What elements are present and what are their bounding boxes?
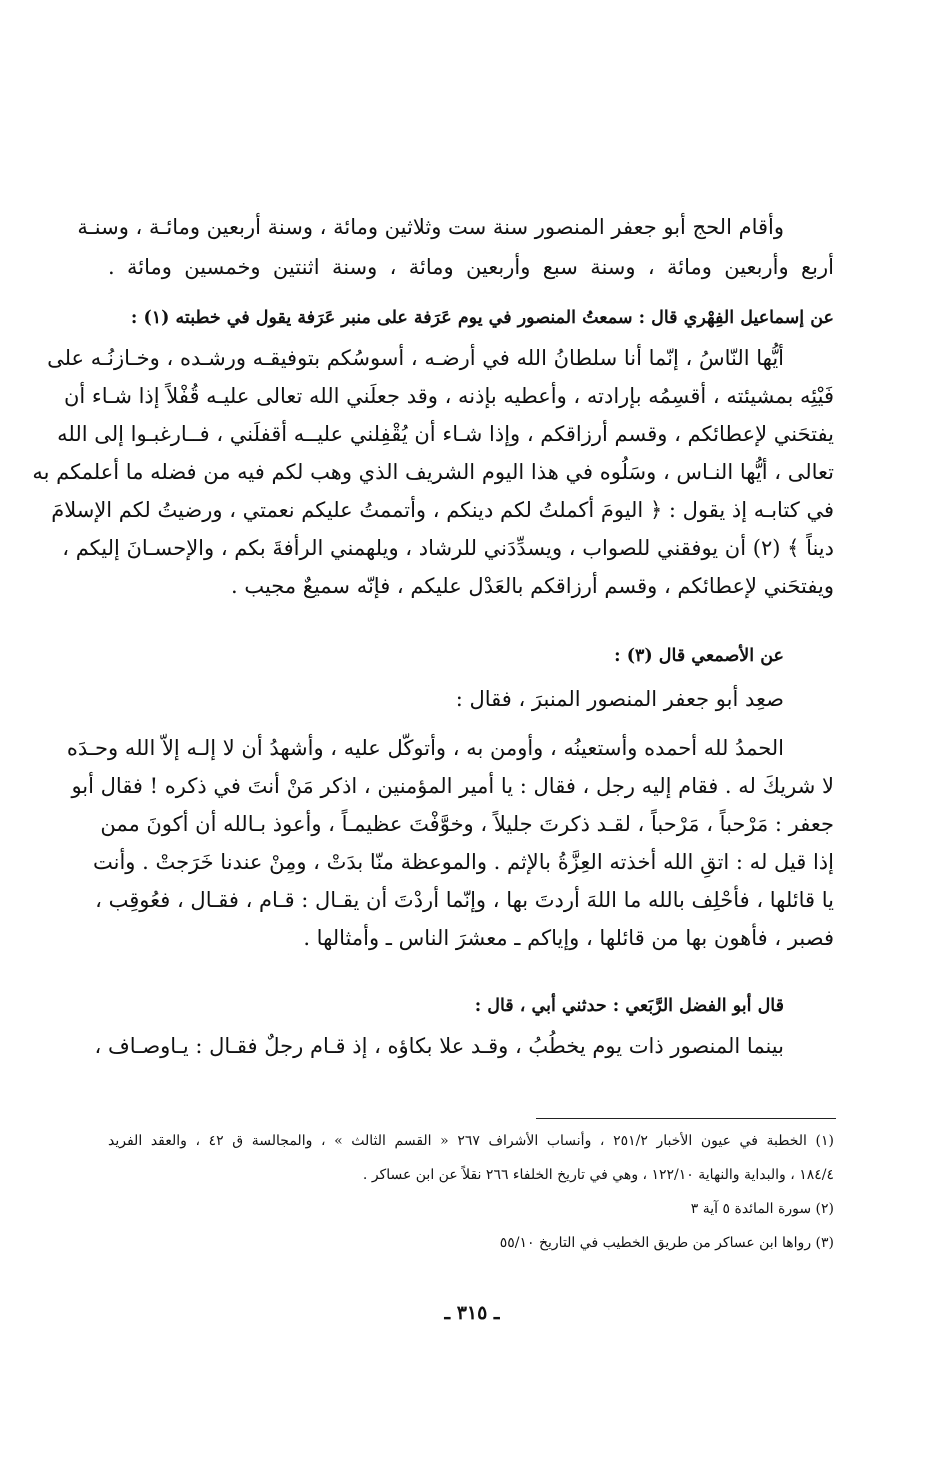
text-line: فَيْئِه بمشيئته ، أقسِمُه بإرادته ، وأعطيه بإذنه ، وقد جعلَني الله تعالى عليـه قُفْلاً إذا شـاء أن [63, 384, 834, 408]
text-line: في كتابـه إذ يقول : ﴿ اليومَ أكملتُ لكم دينكم ، وأتممتُ عليكم نعمتي ، ورضيتُ لكم الإسلامَ [51, 498, 834, 522]
page-number: ـ ٣١٥ ـ [444, 1302, 500, 1324]
text-line: يا قائلها ، فأحْلِف بالله ما اللهَ أردتَ بها ، وإنّما أردْتَ أن يقـال : قـام ، فقـال ، فعُوقِب ، [95, 888, 834, 912]
section-heading: عن الأصمعي قال (٣) : [614, 646, 784, 666]
text-line: إذا قيل له : اتقِ الله أخذته العِزَّةُ بالإثم . والموعظة منّا بدَتْ ، ومِنْ عندنا خَرَجتْ . وأنت [92, 850, 834, 874]
text-line: تعالى ، أيُّها النـاس ، وسَلُوه في هذا اليوم الشريف الذي وهب لكم فيه من فضله ما أعلمكم به [32, 460, 834, 484]
section-heading: عن إسماعيل الفِهْري قال : سمعتُ المنصور في يوم عَرَفة على منبر عَرَفة يقول في خطبته (١) : [130, 308, 834, 328]
text-line: صعِد أبو جعفر المنصور المنبرَ ، فقال : [455, 687, 784, 711]
text-line: يفتحَني لإعطائكم ، وقسم أرزاقكم ، وإذا شـاء أن يُقْفِلني عليــه أقفلَني ، فــارغبـوا إلى الله [57, 422, 834, 446]
text-line: أيُّها النّاسُ ، إنّما أنا سلطانُ الله في أرضـه ، أسوسُكم بتوفيقـه ورشـده ، وخـازنُـه على [47, 346, 784, 370]
text-line: وأقام الحج أبو جعفر المنصور سنة ست وثلاثين ومائة ، وسنة أربعين ومائـة ، وسنـة [77, 215, 784, 239]
text-line: أربع وأربعين ومائة ، وسنة سبع وأربعين ومائة ، وسنة اثنتين وخمسين ومائة . [108, 255, 834, 279]
text-line: لا شريكَ له . فقام إليه رجل ، فقال : يا أمير المؤمنين ، اذكر مَنْ أنتَ في ذكره ! فقال أبو [71, 774, 834, 798]
footnote-divider [536, 1118, 836, 1119]
footnote: (٣) رواها ابن عساكر من طريق الخطيب في التاريخ ٥٥/١٠ [499, 1235, 834, 1251]
text-line: ويفتحَني لإعطائكم ، وقسم أرزاقكم بالعَدْل عليكم ، فإنّه سميعٌ مجيب . [230, 574, 834, 598]
text-line: ديناً ﴾ (٢) أن يوفقني للصواب ، ويسدِّدَني للرشاد ، ويلهمني الرأفةَ بكم ، والإحسـانَ إليكم ، [62, 536, 834, 560]
footnote: (١) الخطبة في عيون الأخبار ٢٥١/٢ ، وأنساب الأشراف ٢٦٧ « القسم الثالث » ، والمجالسة ق ٤٢ ، والعقد الفريد [108, 1133, 834, 1149]
text-line: جعفر : مَرْحباً ، مَرْحباً ، لقـد ذكرتَ جليلاً ، وخوَّفْتَ عظيمـاً ، وأعوذ بـالله أن أكونَ ممن [100, 812, 834, 836]
section-heading: قال أبو الفضل الرَّبَعي : حدثني أبي ، قال : [474, 996, 784, 1016]
footnote: ١٨٤/٤ ، والبداية والنهاية ١٢٢/١٠ ، وهي في تاريخ الخلفاء ٢٦٦ نقلاً عن ابن عساكر . [362, 1167, 834, 1183]
text-line: فصبر ، فأهون بها من قائلها ، وإياكم ـ معشرَ الناس ـ وأمثالها . [303, 926, 834, 950]
footnote: (٢) سورة المائدة ٥ آية ٣ [690, 1201, 834, 1217]
text-line: بينما المنصور ذات يوم يخطُبُ ، وقـد علا بكاؤه ، إذ قـام رجلٌ فقـال : يـاوصـاف ، [94, 1034, 784, 1058]
text-line: الحمدُ لله أحمده وأستعينُه ، وأومن به ، وأتوكّل عليه ، وأشهدُ أن لا إلـه إلاّ الله وحـدَه [66, 736, 784, 760]
